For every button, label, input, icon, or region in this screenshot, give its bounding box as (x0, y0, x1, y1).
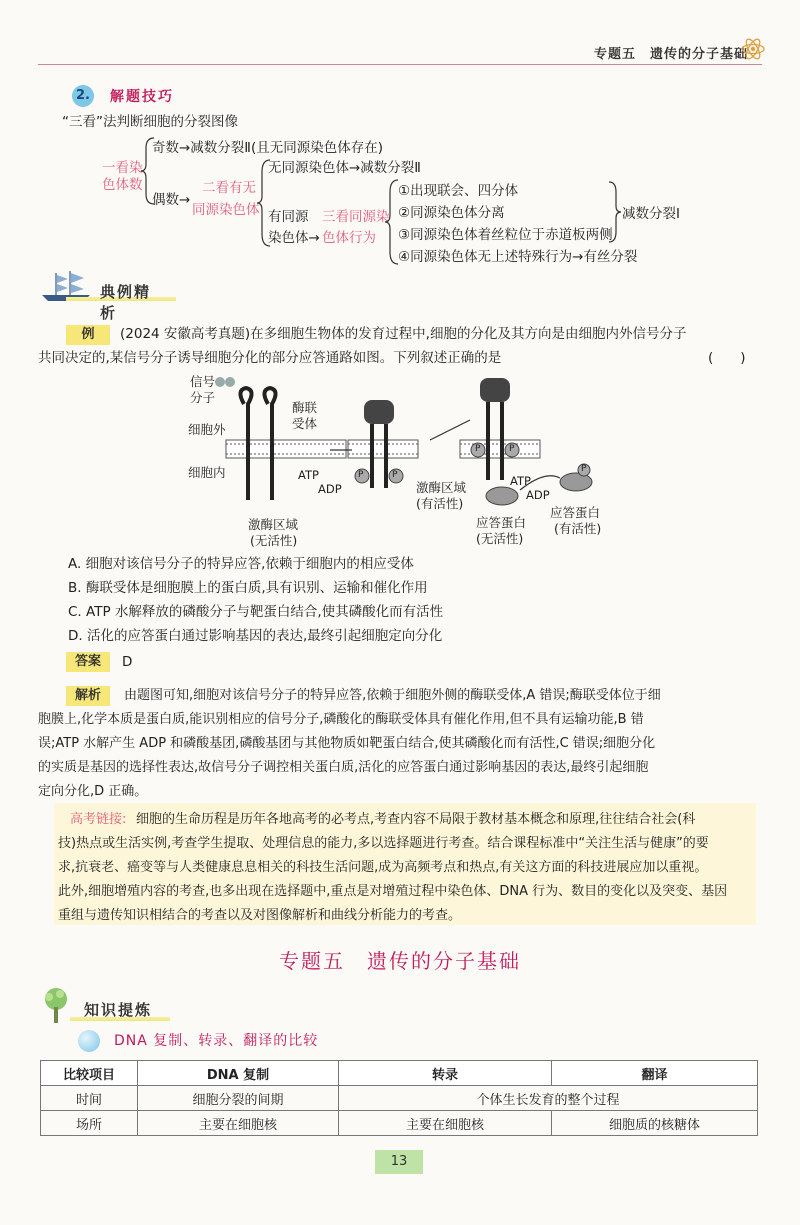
label-signal-1: 信号 (190, 374, 216, 389)
exam-link-line-2: 技)热点或生活实例,考查学生提取、处理信息的能力,多以选择题进行考查。结合课程标准中“关注生活与健康”的要 (58, 836, 709, 851)
table-cell: 时间 (41, 1086, 138, 1111)
table-header-row (41, 1061, 758, 1086)
label-response-on-1: 应答蛋白 (550, 505, 601, 520)
brace-4-right (608, 180, 622, 244)
exam-link-line-3: 求,抗衰老、癌变等与人类健康息息相关的科技生活问题,成为高频考点和热点,有关这方面的科技进展应加以重视。 (58, 860, 708, 875)
label-atp-2: ATP (510, 474, 531, 488)
tree-no-homolog: 无同源染色体→减数分裂Ⅱ (268, 160, 421, 176)
tree-root-line2: 色体数 (102, 177, 143, 193)
answer-bracket: ( ) (708, 350, 746, 366)
answer-value: D (122, 654, 133, 670)
table-cell: 细胞分裂的间期 (138, 1086, 339, 1111)
table-row (41, 1111, 758, 1136)
label-p-2: P (392, 470, 398, 480)
analysis-line-2: 胞膜上,化学本质是蛋白质,能识别相应的信号分子,磷酸化的酶联受体具有催化作用,但不具有运输功能,B 错 (38, 712, 644, 727)
exam-link-line-1: 细胞的生命历程是历年各地高考的必考点,考查内容不局限于教材基本概念和原理,往往结合社会(科 (136, 812, 696, 827)
tree-odd: 奇数→减数分裂Ⅱ(且无同源染色体存在) (152, 140, 383, 156)
label-p-1: P (358, 470, 364, 480)
option-a: A. 细胞对该信号分子的特异应答,依赖于细胞内的相应受体 (68, 556, 414, 572)
chapter-title: 专题五 遗传的分子基础 (279, 949, 521, 973)
example-tag: 例 (66, 325, 110, 345)
tree-third-line1: 三看同源染 (322, 209, 390, 225)
tree-meiosis-1: 减数分裂Ⅰ (622, 206, 680, 222)
analysis-line-5: 定向分化,D 正确。 (38, 784, 148, 799)
section-intro: “三看”法判断细胞的分裂图像 (62, 114, 238, 130)
bullet-sphere-icon (78, 1030, 100, 1052)
page-number: 13 (375, 1150, 423, 1174)
tree-even: 偶数→ (152, 192, 191, 208)
table-cell: 个体生长发育的整个过程 (339, 1086, 758, 1111)
label-outside: 细胞外 (188, 422, 226, 437)
label-adp-2: ADP (526, 488, 550, 502)
label-kinase-on-2: (有活性) (416, 496, 464, 511)
option-c: C. ATP 水解释放的磷酸分子与靶蛋白结合,使其磷酸化而有活性 (68, 604, 444, 620)
label-inside: 细胞内 (188, 465, 226, 480)
label-kinase-off-1: 激酶区域 (248, 517, 299, 532)
atom-icon (740, 36, 766, 62)
tree-second-line2: 同源染色体 (192, 202, 260, 218)
label-p-3: P (475, 444, 481, 454)
analysis-tag: 解析 (66, 686, 110, 706)
tree-has-homolog-line2: 染色体→ (268, 230, 320, 246)
table-cell: 场所 (41, 1111, 138, 1136)
exam-link-line-4: 此外,细胞增殖内容的考查,也多出现在选择题中,重点是对增殖过程中染色体、DNA 行为、数目的变化以及突变、基因 (58, 884, 728, 899)
label-response-on-2: (有活性) (554, 521, 602, 536)
option-b: B. 酶联受体是细胞膜上的蛋白质,具有识别、运输和催化作用 (68, 580, 428, 596)
tree-branch-1: ①出现联会、四分体 (398, 183, 519, 199)
header-rule (38, 64, 762, 65)
subsection-title: DNA 复制、转录、翻译的比较 (114, 1033, 319, 1049)
tree-has-homolog-line1: 有同源 (268, 209, 309, 225)
table-cell: 细胞质的核糖体 (552, 1111, 758, 1136)
label-signal-2: 分子 (190, 390, 216, 405)
question-line-1: (2024 安徽高考真题)在多细胞生物体的发育过程中,细胞的分化及其方向是由细胞内外信号分子 (120, 326, 687, 342)
label-kinase-off-2: (无活性) (250, 533, 298, 548)
comparison-table (40, 1060, 758, 1136)
section-title: 解题技巧 (110, 89, 174, 105)
label-receptor-2: 受体 (292, 416, 318, 431)
membrane-mid (348, 440, 418, 458)
exam-link-label: 高考链接: (70, 812, 127, 827)
membrane-left (226, 440, 346, 458)
knowledge-banner (36, 985, 176, 1025)
label-adp-1: ADP (318, 482, 342, 496)
label-response-off-1: 应答蛋白 (476, 515, 527, 530)
example-banner-title: 典例精析 (100, 283, 152, 322)
tree-third-line2: 色体行为 (322, 230, 376, 246)
table-cell: 主要在细胞核 (138, 1111, 339, 1136)
table-cell: 主要在细胞核 (339, 1111, 552, 1136)
tree-second-line1: 二看有无 (202, 180, 256, 196)
label-receptor-1: 酶联 (292, 400, 318, 415)
label-response-off-2: (无活性) (476, 531, 524, 546)
table-row (41, 1086, 758, 1111)
example-banner (36, 273, 166, 322)
tree-branch-2: ②同源染色体分离 (398, 205, 505, 221)
tree-root-line1: 一看染 (102, 160, 143, 176)
analysis-line-4: 的实质是基因的选择性表达,故信号分子调控相关蛋白质,活化的应答蛋白通过影响基因的表达,最终引起细胞 (38, 760, 649, 775)
option-d: D. 活化的应答蛋白通过影响基因的表达,最终引起细胞定向分化 (68, 628, 443, 644)
label-kinase-on-1: 激酶区域 (416, 480, 467, 495)
knowledge-banner-title: 知识提炼 (84, 1001, 153, 1019)
table-header-cell: DNA 复制 (138, 1061, 339, 1086)
section-number-badge: 2. (72, 85, 94, 107)
tree-branch-3: ③同源染色体着丝粒位于赤道板两侧 (398, 227, 613, 243)
tree-branch-4: ④同源染色体无上述特殊行为→有丝分裂 (398, 249, 638, 265)
table-header-cell: 比较项目 (41, 1061, 138, 1086)
label-p-4: P (509, 444, 515, 454)
analysis-line-1: 由题图可知,细胞对该信号分子的特异应答,依赖于细胞外侧的酶联受体,A 错误;酶联受体位于细 (124, 688, 661, 703)
analysis-line-3: 误;ATP 水解产生 ADP 和磷酸基团,磷酸基团与其他物质如靶蛋白结合,使其磷酸化而有活性,C 错误;细胞分化 (38, 736, 656, 751)
label-p-5: P (581, 464, 587, 474)
label-atp-1: ATP (298, 468, 319, 482)
answer-tag: 答案 (66, 652, 110, 672)
question-line-2: 共同决定的,某信号分子诱导细胞分化的部分应答通路如图。下列叙述正确的是 (38, 350, 502, 366)
exam-link-line-5: 重组与遗传知识相结合的考查以及对图像解析和曲线分析能力的考查。 (58, 908, 462, 923)
table-header-cell: 翻译 (552, 1061, 758, 1086)
table-header-cell: 转录 (339, 1061, 552, 1086)
running-header: 专题五 遗传的分子基础 (593, 47, 748, 62)
